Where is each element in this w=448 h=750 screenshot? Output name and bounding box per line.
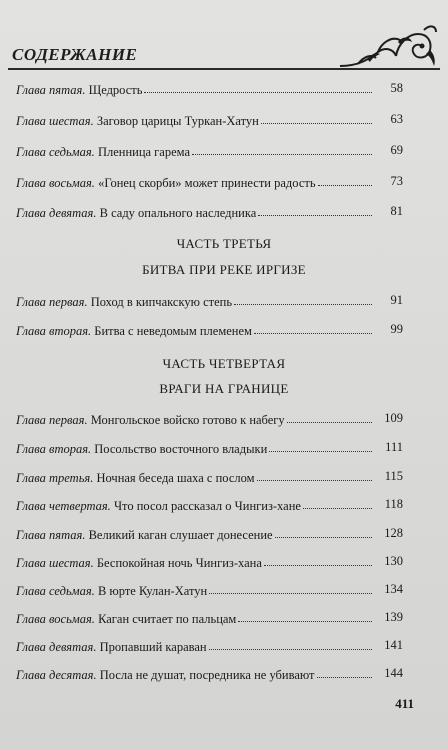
toc-entry[interactable] [16, 662, 402, 682]
toc-entry[interactable] [16, 318, 402, 338]
chapter-label: Глава шестая. [16, 114, 94, 128]
chapter-label: Глава первая. [16, 413, 88, 427]
leader-dots [287, 421, 372, 423]
chapter-label: Глава третья. [16, 471, 94, 485]
chapter-title: Каган считает по пальцам [98, 612, 237, 626]
page-number: 144 [384, 666, 403, 680]
toc-entry[interactable] [16, 436, 402, 456]
leader-dots [261, 122, 372, 124]
toc-entry[interactable] [16, 522, 402, 542]
page-number: 73 [390, 174, 403, 188]
chapter-title: В юрте Кулан-Хатун [97, 584, 208, 598]
page-number: 134 [384, 582, 403, 596]
leader-dots [317, 676, 372, 678]
chapter-label: Глава вторая. [16, 442, 92, 456]
page-number: 58 [390, 81, 403, 95]
leader-dots [257, 479, 372, 481]
toc-entry[interactable] [16, 407, 402, 427]
toc-entry[interactable] [16, 200, 402, 220]
leader-dots [258, 214, 372, 216]
header-rule [8, 68, 440, 70]
chapter-label: Глава пятая. [16, 528, 86, 542]
page-number: 91 [390, 293, 403, 307]
chapter-title: Пропавший караван [99, 640, 207, 654]
toc-entry[interactable] [16, 578, 402, 598]
toc-entry[interactable] [16, 550, 402, 570]
toc-entry[interactable] [16, 606, 402, 626]
leader-dots [275, 536, 372, 538]
page-number: 130 [384, 554, 403, 568]
chapter-label: Глава девятая. [16, 640, 97, 654]
chapter-title: Щедрость [88, 83, 143, 97]
page-number: 99 [390, 322, 403, 336]
page-number: 111 [385, 440, 403, 454]
chapter-title: Что посол рассказал о Чингиз-хане [113, 499, 301, 513]
chapter-title: В саду опального наследника [99, 206, 257, 220]
leader-dots [254, 332, 372, 334]
leader-dots [192, 153, 372, 155]
leader-dots [144, 91, 372, 93]
page-number: 139 [384, 610, 403, 624]
page-number: 118 [384, 497, 403, 511]
page-number: 63 [390, 112, 403, 126]
chapter-title: Монгольское войско готово к набегу [90, 413, 285, 427]
leader-dots [303, 507, 372, 509]
chapter-title: «Гонец скорби» может принести радость [98, 176, 316, 190]
toc-entry[interactable] [16, 77, 402, 97]
chapter-label: Глава восьмая. [16, 612, 95, 626]
toc-entry[interactable] [16, 289, 402, 309]
toc-entry[interactable] [16, 108, 402, 128]
ornament-icon [338, 20, 438, 70]
folio-number: 411 [395, 696, 414, 711]
chapter-title: Заговор царицы Туркан-Хатун [96, 114, 259, 128]
chapter-title: Пленница гарема [97, 145, 191, 159]
part-title: ВРАГИ НА ГРАНИЦЕ [159, 381, 289, 396]
chapter-title: Битва с неведомым племенем [94, 324, 252, 338]
page-header [8, 20, 438, 70]
toc-entry[interactable] [16, 493, 402, 513]
chapter-label: Глава вторая. [16, 324, 92, 338]
page-number: 115 [384, 469, 403, 483]
chapter-label: Глава восьмая. [16, 176, 95, 190]
chapter-label: Глава седьмая. [16, 145, 95, 159]
leader-dots [209, 592, 372, 594]
part-heading: ЧАСТЬ ЧЕТВЕРТАЯ [162, 356, 286, 371]
leader-dots [318, 184, 372, 186]
toc-entry[interactable] [16, 634, 402, 654]
part-title: БИТВА ПРИ РЕКЕ ИРГИЗЕ [142, 262, 306, 277]
chapter-title: Ночная беседа шаха с послом [96, 471, 255, 485]
leader-dots [234, 303, 372, 305]
chapter-title: Поход в кипчакскую степь [90, 295, 233, 309]
page-number: 109 [384, 411, 403, 425]
page-title: СОДЕРЖАНИЕ [12, 45, 138, 64]
page-number: 69 [390, 143, 403, 157]
leader-dots [238, 620, 372, 622]
chapter-label: Глава девятая. [16, 206, 97, 220]
leader-dots [209, 648, 372, 650]
chapter-title: Беспокойная ночь Чингиз-хана [96, 556, 262, 570]
chapter-label: Глава первая. [16, 295, 88, 309]
leader-dots [269, 450, 372, 452]
chapter-label: Глава седьмая. [16, 584, 95, 598]
chapter-title: Великий каган слушает донесение [88, 528, 273, 542]
toc-entry[interactable] [16, 465, 402, 485]
chapter-label: Глава шестая. [16, 556, 94, 570]
page-number: 128 [384, 526, 403, 540]
toc-entry[interactable] [16, 139, 402, 159]
chapter-label: Глава четвертая. [16, 499, 111, 513]
page-number: 81 [390, 204, 403, 218]
chapter-title: Посольство восточного владыки [94, 442, 268, 456]
chapter-title: Посла не душат, посредника не убивают [99, 668, 315, 682]
chapter-label: Глава десятая. [16, 668, 97, 682]
page-number: 141 [384, 638, 403, 652]
part-heading: ЧАСТЬ ТРЕТЬЯ [176, 236, 272, 251]
chapter-label: Глава пятая. [16, 83, 86, 97]
toc-entry[interactable] [16, 170, 402, 190]
leader-dots [264, 564, 372, 566]
